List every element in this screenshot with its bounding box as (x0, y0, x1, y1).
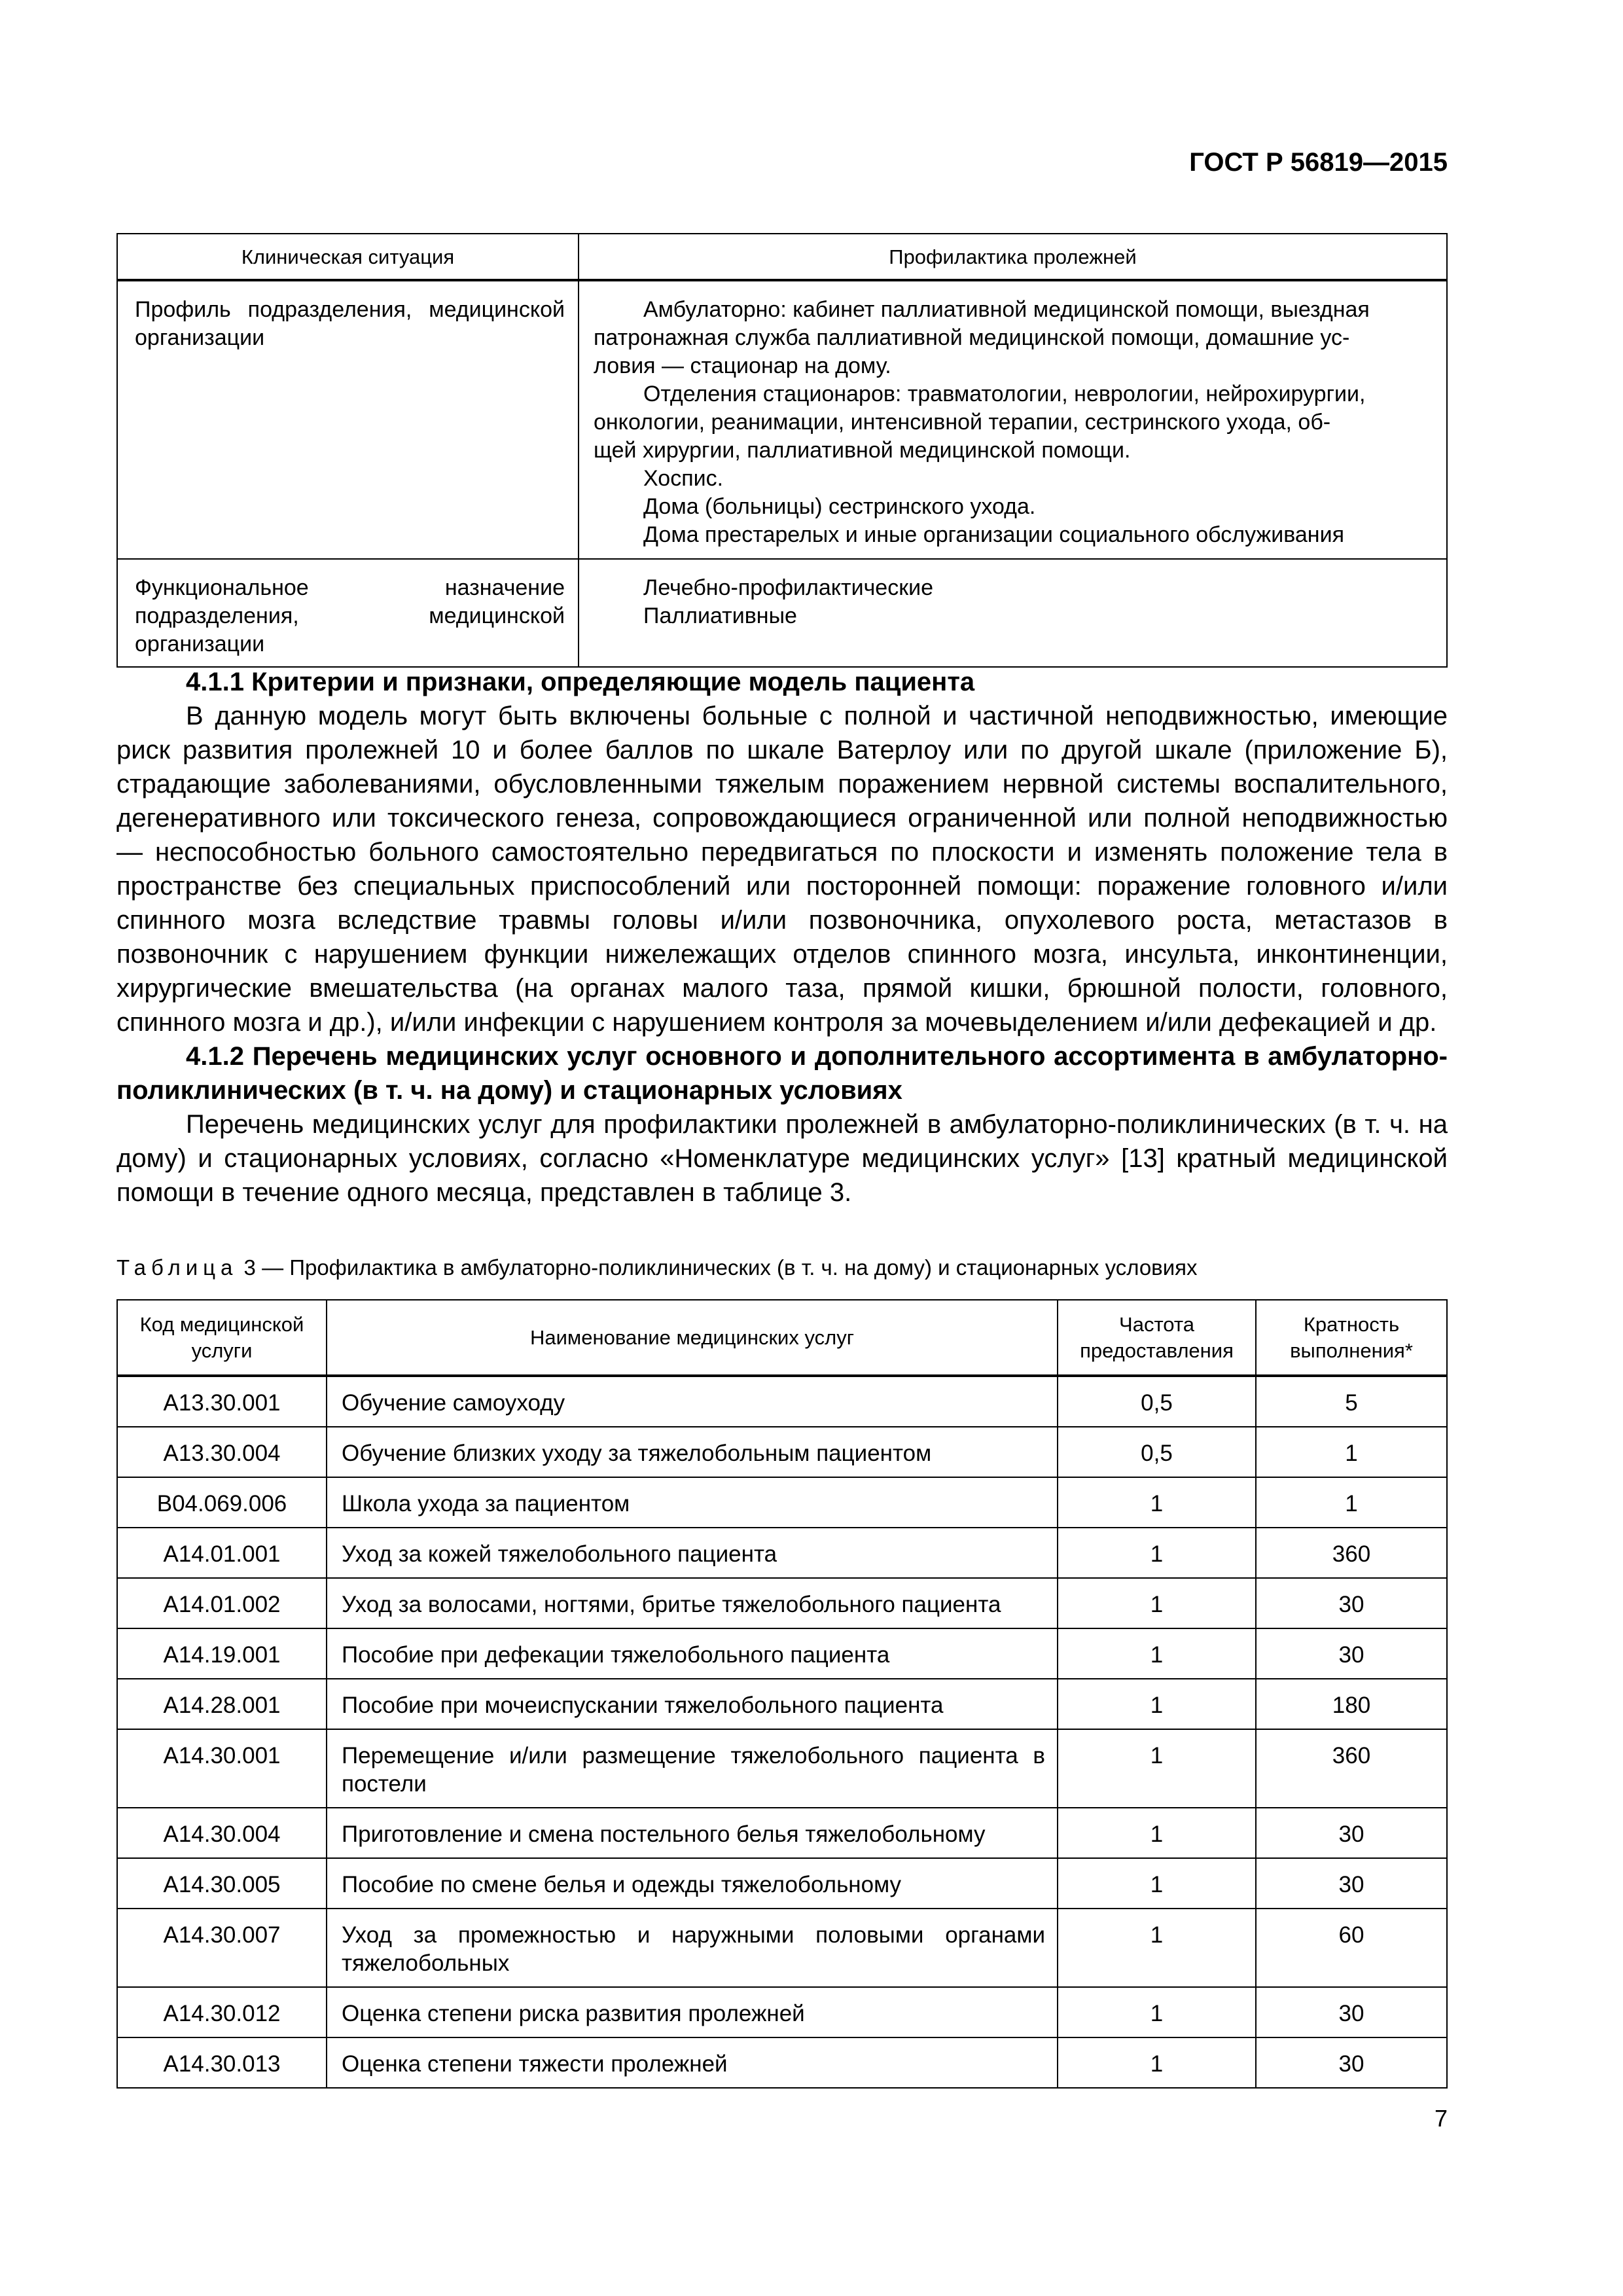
multiplicity-cell: 1 (1256, 1427, 1447, 1477)
prevention-line: Лечебно-профилактические (643, 575, 933, 600)
service-code-cell: А14.30.005 (117, 1858, 327, 1909)
table-row (117, 1909, 1447, 1987)
service-code-cell: А14.01.002 (117, 1578, 327, 1628)
multiplicity-cell: 30 (1256, 1858, 1447, 1909)
multiplicity-cell: 30 (1256, 2037, 1447, 2088)
services-table (116, 1299, 1448, 2089)
paragraph: В данную модель могут быть включены больные с полной и частичной неподвижностью, имеющие риск развития пролежней 10 и более баллов по шкале Ватерлоу или по другой шкале (приложение Б), страдающие заболеваниями, обусловленными тяжелым поражением нервной системы воспалительного, дегенеративного или токсического генеза, сопровождающиеся ограниченной или полной неподвижностью — неспособностью больного самостоятельно передвигаться по плоскости и изменять положение тела в пространстве без специальных приспособлений или посторонней помощи: поражение головного и/или спинного мозга вследствие травмы головы и/или позвоночника, опухолевого роста, метастазов в позвоночник с нарушением функции нижележащих отделов спинного мозга, инсульта, инконтиненции, хирургические вмешательства (на органах малого таза, прямой кишки, брюшной полости, головного, спинного мозга и др.), и/или инфекции с нарушением контроля за мочевыделением и/или дефекацией и др. (116, 702, 1448, 1037)
section-heading: 4.1.2 Перечень медицинских услуг основного и дополнительного ассортимента в амбулаторно-поликлинических (в т. ч. на дому) и стационарных условиях (116, 1042, 1448, 1105)
multiplicity-cell: 30 (1256, 1808, 1447, 1858)
frequency-cell: 1 (1058, 1909, 1256, 1987)
multiplicity-cell: 30 (1256, 1628, 1447, 1679)
table-row (117, 1477, 1447, 1528)
column-header: Наименование медицинских услуг (327, 1300, 1058, 1376)
prevention-cell (579, 280, 1447, 559)
body-text (116, 665, 1448, 1210)
prevention-line: Дома (больницы) сестринского ухода. (643, 494, 1036, 519)
table-row (117, 1628, 1447, 1679)
section-heading: 4.1.1 Критерии и признаки, определяющие модель пациента (186, 668, 975, 696)
table-row (117, 280, 1447, 559)
column-header: Кратность выполнения* (1256, 1300, 1447, 1376)
document-id: ГОСТ Р 56819—2015 (1189, 148, 1448, 177)
frequency-cell: 1 (1058, 1628, 1256, 1679)
service-name-cell: Уход за волосами, ногтями, бритье тяжелобольного пациента (327, 1578, 1058, 1628)
service-code-cell: А14.30.012 (117, 1987, 327, 2037)
multiplicity-cell: 360 (1256, 1729, 1447, 1808)
frequency-cell: 0,5 (1058, 1376, 1256, 1427)
service-name-cell: Школа ухода за пациентом (327, 1477, 1058, 1528)
prevention-line: Отделения стационаров: травматологии, неврологии, нейрохирургии, (643, 382, 1366, 406)
table-row (117, 2037, 1447, 2088)
frequency-cell: 0,5 (1058, 1427, 1256, 1477)
column-header: Код медицинской услуги (117, 1300, 327, 1376)
service-name-cell: Пособие по смене белья и одежды тяжелобольному (327, 1858, 1058, 1909)
service-name-cell: Пособие при дефекации тяжелобольного пациента (327, 1628, 1058, 1679)
table-row (117, 1578, 1447, 1628)
profile-table (116, 233, 1448, 668)
prevention-line: Хоспис. (643, 466, 724, 491)
frequency-cell: 1 (1058, 2037, 1256, 2088)
table-header-row (117, 1300, 1447, 1376)
multiplicity-cell: 5 (1256, 1376, 1447, 1427)
frequency-cell: 1 (1058, 1679, 1256, 1729)
multiplicity-cell: 360 (1256, 1528, 1447, 1578)
page-number: 7 (1434, 2105, 1448, 2132)
table-row (117, 1376, 1447, 1427)
service-code-cell: А14.30.007 (117, 1909, 327, 1987)
multiplicity-cell: 60 (1256, 1909, 1447, 1987)
service-name-cell: Оценка степени тяжести пролежней (327, 2037, 1058, 2088)
frequency-cell: 1 (1058, 1729, 1256, 1808)
multiplicity-cell: 1 (1256, 1477, 1447, 1528)
service-name-cell: Пособие при мочеиспускании тяжелобольного пациента (327, 1679, 1058, 1729)
service-name-cell: Перемещение и/или размещение тяжелобольного пациента в постели (327, 1729, 1058, 1808)
multiplicity-cell: 180 (1256, 1679, 1447, 1729)
table-row (117, 1987, 1447, 2037)
service-code-cell: А13.30.001 (117, 1376, 327, 1427)
service-code-cell: А14.30.001 (117, 1729, 327, 1808)
prevention-line: Паллиативные (643, 603, 797, 628)
service-code-cell: А14.28.001 (117, 1679, 327, 1729)
column-header: Профилактика пролежней (579, 234, 1447, 280)
prevention-line: ловия — стационар на дому. (594, 353, 891, 378)
column-header: Частота предоставления (1058, 1300, 1256, 1376)
table-header-row (117, 234, 1447, 280)
caption-label: Таблица (116, 1255, 238, 1280)
service-code-cell: А13.30.004 (117, 1427, 327, 1477)
service-code-cell: А14.30.013 (117, 2037, 327, 2088)
frequency-cell: 1 (1058, 1578, 1256, 1628)
service-name-cell: Приготовление и смена постельного белья тяжелобольному (327, 1808, 1058, 1858)
situation-cell: Функциональное назначение подразделения, медицинской организации (117, 559, 579, 667)
table-row (117, 1679, 1447, 1729)
table-row (117, 1528, 1447, 1578)
prevention-line: Амбулаторно: кабинет паллиативной медицинской помощи, выездная (643, 297, 1370, 322)
service-code-cell: А14.01.001 (117, 1528, 327, 1578)
multiplicity-cell: 30 (1256, 1578, 1447, 1628)
prevention-cell (579, 559, 1447, 667)
frequency-cell: 1 (1058, 1477, 1256, 1528)
service-name-cell: Обучение самоуходу (327, 1376, 1058, 1427)
prevention-line: патронажная служба паллиативной медицинской помощи, домашние ус- (594, 325, 1350, 350)
table-row (117, 1858, 1447, 1909)
service-name-cell: Уход за промежностью и наружными половыми органами тяжелобольных (327, 1909, 1058, 1987)
column-header: Клиническая ситуация (117, 234, 579, 280)
service-name-cell: Обучение близких уходу за тяжелобольным пациентом (327, 1427, 1058, 1477)
table-caption (116, 1255, 1198, 1280)
service-code-cell: А14.19.001 (117, 1628, 327, 1679)
service-name-cell: Оценка степени риска развития пролежней (327, 1987, 1058, 2037)
frequency-cell: 1 (1058, 1858, 1256, 1909)
multiplicity-cell: 30 (1256, 1987, 1447, 2037)
caption-text: 3 — Профилактика в амбулаторно-поликлинических (в т. ч. на дому) и стационарных условиях (238, 1255, 1198, 1280)
prevention-line: Дома престарелых и иные организации социального обслуживания (643, 522, 1344, 547)
frequency-cell: 1 (1058, 1808, 1256, 1858)
frequency-cell: 1 (1058, 1528, 1256, 1578)
table-row (117, 1808, 1447, 1858)
table-row (117, 559, 1447, 667)
table-row (117, 1427, 1447, 1477)
prevention-line: онкологии, реанимации, интенсивной терапии, сестринского ухода, об- (594, 410, 1331, 435)
paragraph: Перечень медицинских услуг для профилактики пролежней в амбулаторно-поликлинических (в т. ч. на дому) и стационарных условиях, согласно «Номенклатуре медицинских услуг» [13] кратный медицинской помощи в течение одного месяца, представлен в таблице 3. (116, 1110, 1448, 1207)
service-code-cell: А14.30.004 (117, 1808, 327, 1858)
prevention-line: щей хирургии, паллиативной медицинской помощи. (594, 438, 1131, 463)
situation-cell: Профиль подразделения, медицинской организации (117, 280, 579, 559)
service-code-cell: В04.069.006 (117, 1477, 327, 1528)
service-name-cell: Уход за кожей тяжелобольного пациента (327, 1528, 1058, 1578)
frequency-cell: 1 (1058, 1987, 1256, 2037)
table-row (117, 1729, 1447, 1808)
